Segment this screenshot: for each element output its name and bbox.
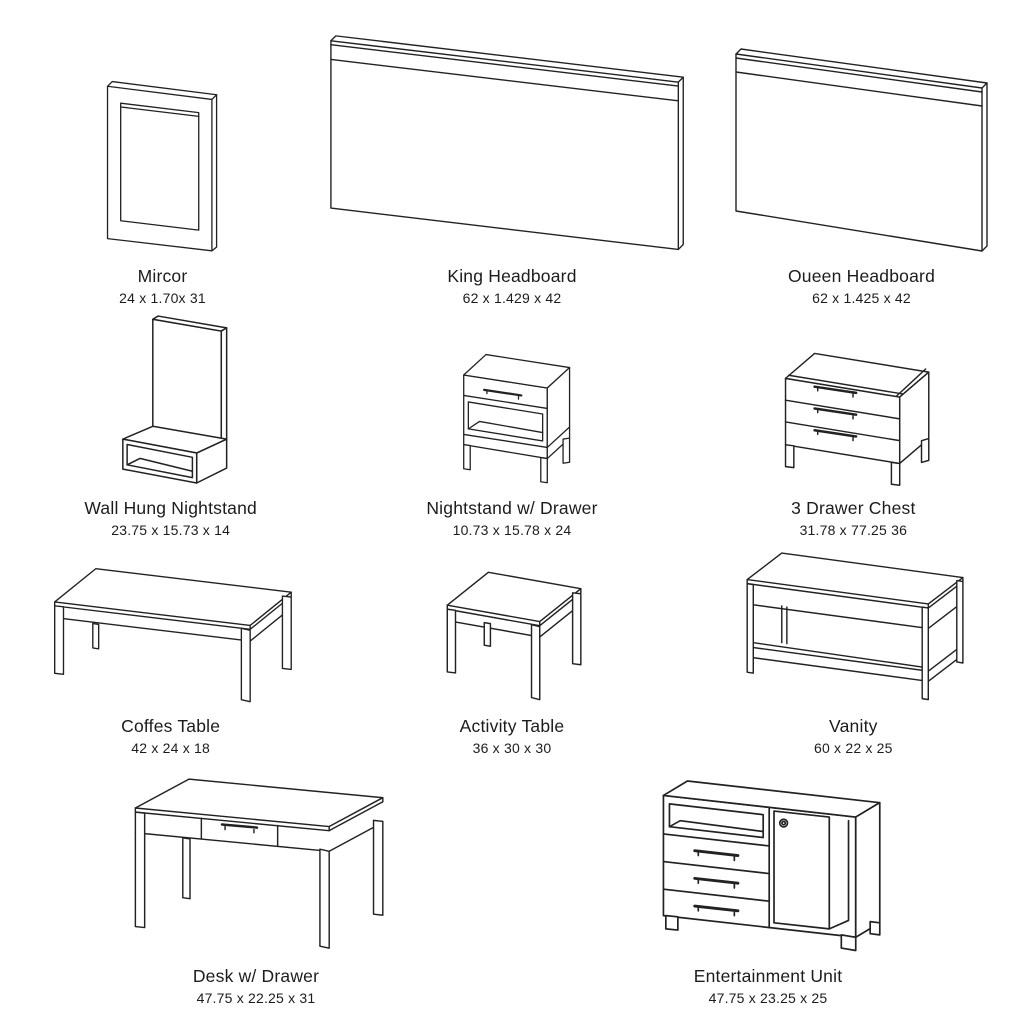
item-name: Entertainment Unit [693,966,843,986]
item-dimensions: 47.75 x 22.25 x 31 [196,990,316,1006]
item-activity-table [437,562,587,756]
item-name: 3 Drawer Chest [791,498,916,518]
item-nightstand-with-drawer [426,349,597,538]
item-dimensions: 62 x 1.429 x 42 [462,290,562,306]
spec-row-4 [0,756,1024,1006]
vanity-icon [737,547,969,706]
item-name: Vanity [829,716,878,736]
item-name: Activity Table [459,716,565,736]
desk-with-drawer-icon [123,775,389,956]
item-name: Mircor [137,266,188,286]
spec-row-1 [0,16,1024,306]
item-desk-with-drawer [123,775,389,1006]
activity-table-icon [437,562,587,706]
item-dimensions: 31.78 x 77.25 36 [799,522,908,538]
item-dimensions: 36 x 30 x 30 [472,740,552,756]
item-dimensions: 42 x 24 x 18 [131,740,210,756]
item-dimensions: 23.75 x 15.73 x 14 [111,522,231,538]
item-dimensions: 24 x 1.70x 31 [119,290,206,306]
item-dimensions: 62 x 1.425 x 42 [812,290,911,306]
item-king-headboard [325,28,699,306]
entertainment-unit-icon [649,769,887,957]
item-dimensions: 10.73 x 15.78 x 24 [452,522,572,538]
item-name: Nightstand w/ Drawer [426,498,598,518]
item-mirror [100,75,226,306]
three-drawer-chest-icon [771,341,935,488]
queen-headboard-icon [731,42,993,256]
item-vanity [737,547,969,756]
spec-row-3 [0,538,1024,756]
item-name: Coffes Table [121,716,221,736]
item-name: King Headboard [447,266,577,286]
item-dimensions: 47.75 x 23.25 x 25 [708,990,828,1006]
item-wall-hung-nightstand [84,315,257,538]
item-entertainment-unit [649,769,887,1007]
item-name: Oueen Headboard [788,266,935,286]
item-name: Desk w/ Drawer [192,966,320,986]
coffee-table-icon [41,557,301,706]
item-name: Wall Hung Nightstand [84,498,257,518]
item-dimensions: 60 x 22 x 25 [813,740,893,756]
item-three-drawer-chest [771,341,935,538]
mirror-icon [100,75,226,256]
wall-hung-nightstand-icon [110,315,232,488]
spec-row-2 [0,306,1024,538]
king-headboard-icon [325,28,699,256]
item-coffee-table [41,557,301,756]
nightstand-with-drawer-icon [447,349,577,488]
item-queen-headboard [731,42,993,306]
